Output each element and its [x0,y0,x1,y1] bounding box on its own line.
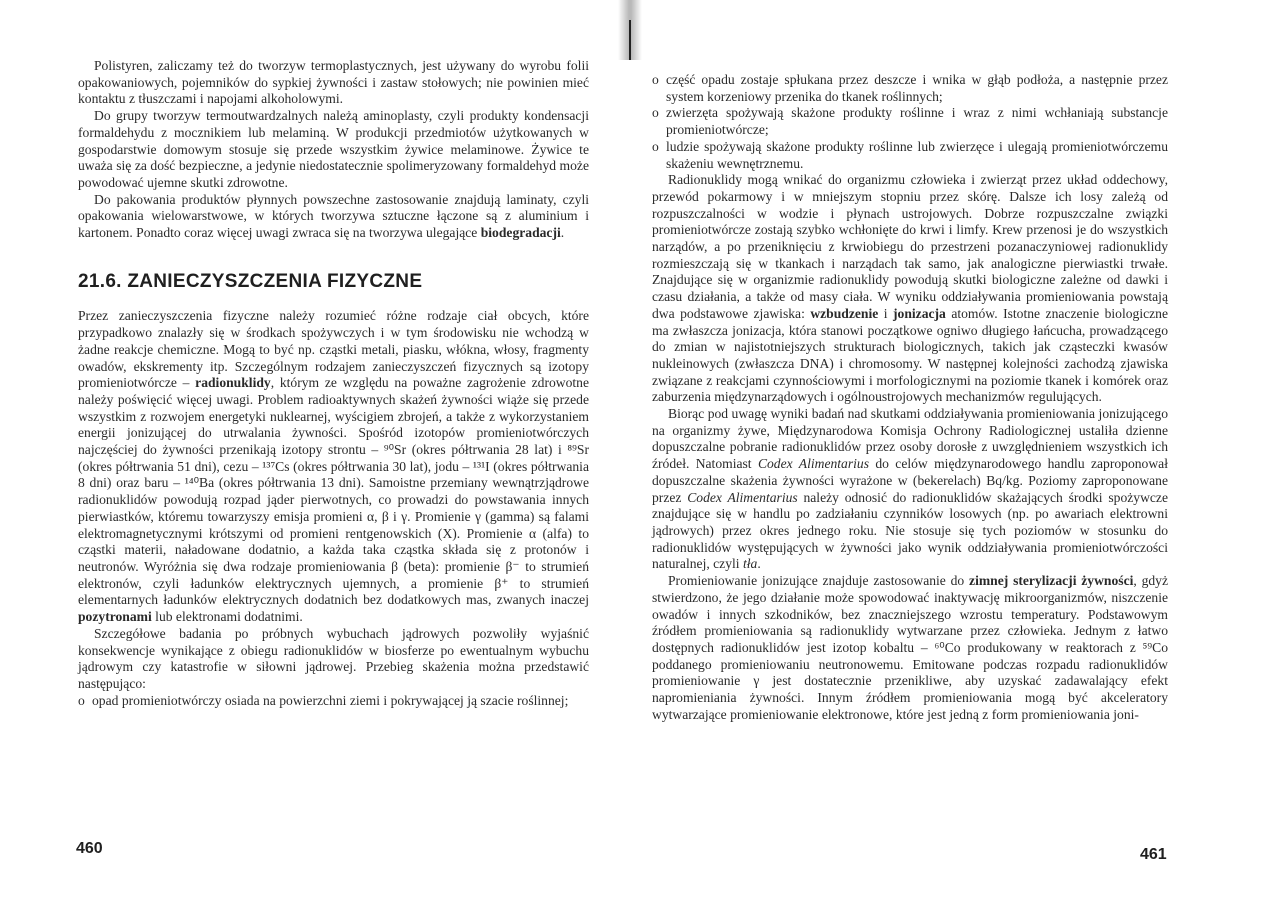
left-page [78,58,589,709]
paragraph: Do pakowania produktów płynnych powszechne zastosowanie znajdują laminaty, czyli opakowania wielowarstwowe, w których tworzywa sztuczne łączone są z aluminium i kartonem. Ponadto coraz więcej uwagi zwraca się na tworzywa ulegające biodegradacji. [78,191,589,241]
paragraph: Promieniowanie jonizujące znajduje zastosowanie do zimnej sterylizacji żywności, gdyż stwierdzono, że jego działanie może spowodować inaktywację mikroorganizmów, niszczenie owadów i innych szkodników, bez znaczniejszego wzrostu temperatury. Podstawowym źródłem promieniowania są radionuklidy wytwarzane przez człowieka. Jednym z łatwo dostępnych radionuklidów jest izotop kobaltu – ⁶⁰Co produkowany w reaktorach z ⁵⁹Co poddanego promieniowaniu neutronowemu. Emitowane podczas rozpadu radionuklidów promieniowanie γ jest dostatecznie przenikliwe, aby uzyskać zadawalający efekt napromieniania żywności. Innym źródłem promieniowania mogą być akceleratory wytwarzające promieniowanie elektronowe, które jest jedną z form promieniowania joni- [652,573,1168,722]
paragraph: Polistyren, zaliczamy też do tworzyw termoplastycznych, jest używany do wyrobu folii opakowaniowych, pojemników do sypkiej żywności i zastaw stołowych; nie powinien mieć kontaktu z tłuszczami i napojami alkoholowymi. [78,58,589,107]
bullet-list [652,72,1168,172]
paragraph: Radionuklidy mogą wnikać do organizmu człowieka i zwierząt przez układ oddechowy, przewód pokarmowy i w mniejszym stopniu przez skórę. Dalsze ich losy zależą od rozpuszczalności w wodzie i płynach ustrojowych. Dobrze rozpuszczalne związki promieniotwórcze zostają szybko wchłonięte do krwi i limfy. Krew przenosi je do wszystkich narządów, a po przeniknięciu z krwiobiegu do przestrzeni pozanaczyniowej radionuklidy rozmieszczają się w tkankach i narządach tak samo, jak analogiczne pierwiastki trwałe. Znajdujące się w organizmie radionuklidy powodują skutki biologiczne zależne od dawki i czasu działania, a także od masy ciała. W wyniku oddziaływania promieniowania powstają dwa podstawowe zjawiska: wzbudzenie i jonizacja atomów. Istotne znaczenie biologiczne ma zwłaszcza jonizacja, która stanowi początkowe ogniwo długiego łańcucha, prowadzącego do zmian w najistotniejszych strukturach biologicznych, takich jak cząsteczki kwasów nukleinowych (zwłaszcza DNA) i chromosomy. W następnej kolejności zachodzą zjawiska związane z reakcjami czynnościowymi i morfologicznymi na poziomie tkanek i komórek oraz zaburzenia międzynarządowych i ogólnoustrojowych mechanizmów regulujących. [652,172,1168,405]
right-page [652,72,1168,723]
list-item: o opad promieniotwórczy osiada na powierzchni ziemi i pokrywającej ją szacie roślinnej; [78,693,589,710]
binding-mark [629,20,631,60]
section-heading: 21.6. ZANIECZYSZCZENIA FIZYCZNE [78,270,423,292]
list-item: o ludzie spożywają skażone produkty roślinne lub zwierzęce i ulegają promieniotwórczemu skażeniu wewnętrznemu. [652,139,1168,172]
page-number: 461 [1140,846,1167,863]
paragraph: Szczegółowe badania po próbnych wybuchach jądrowych pozwoliły wyjaśnić konsekwencje wynikające z obiegu radionuklidów w biosferze po ewentualnym wybuchu jądrowym czy katastrofie w siłowni jądrowej. Przebieg skażenia można przedstawić następująco: [78,625,589,691]
bullet-list [78,693,589,710]
page-number: 460 [76,840,103,857]
list-item: o część opadu zostaje spłukana przez deszcze i wnika w głąb podłoża, a następnie przez system korzeniowy przenika do tkanek roślinnych; [652,72,1168,105]
paragraph: Przez zanieczyszczenia fizyczne należy rozumieć różne rodzaje ciał obcych, które przypadkowo znalazły się w środkach spożywczych i w tym środowisku nie wchodzą w żadne reakcje chemiczne. Mogą to być np. cząstki metali, piasku, włókna, włosy, fragmenty owadów, ekskrementy itp. Szczególnym rodzajem zanieczyszczeń fizycznych są izotopy promieniotwórcze – radionuklidy, którym ze względu na poważne zagrożenie zdrowotne należy poświęcić więcej uwagi. Problem radioaktywnych skażeń żywności wiąże się przede wszystkim z rozwojem energetyki nuklearnej, wyścigiem zbrojeń, a także z wykorzystaniem energii jonizującej do utrwalania żywności. Spośród izotopów promieniotwórczych najczęściej do żywności przenikają izotopy strontu – ⁹⁰Sr (okres półtrwania 28 lat) i ⁸⁹Sr (okres półtrwania 51 dni), cezu – ¹³⁷Cs (okres półtrwania 30 lat), jodu – ¹³¹I (okres półtrwania 8 dni) oraz baru – ¹⁴⁰Ba (okres półtrwania 13 dni). Samoistne przemiany wewnątrzjądrowe radionuklidów powodują rozpad jąder pierwotnych, co prowadzi do powstawania innych pierwiastków, któremu towarzyszy emisja promieni α, β i γ. Promienie γ (gamma) są falami elektromagnetycznymi krótszymi od promieni rentgenowskich (X). Promienie α (alfa) to cząstki materii, naładowane dodatnio, a każda taka cząstka składa się z protonów i neutronów. Wyróżnia się dwa rodzaje promieniowania β (beta): promienie β⁻ to strumień elektronów, czyli ładunków elektrycznych ujemnych, a promienie β⁺ to strumień elementarnych ładunków elektrycznych dodatnich bez dodatkowych mas, zwanych inaczej pozytronami lub elektronami dodatnimi. [78,308,589,625]
list-item: o zwierzęta spożywają skażone produkty roślinne i wraz z nimi wchłaniają substancje promieniotwórcze; [652,105,1168,138]
paragraph: Biorąc pod uwagę wyniki badań nad skutkami oddziaływania promieniowania jonizującego na organizmy żywe, Międzynarodowa Komisja Ochrony Radiologicznej ustaliła dzienne dopuszczalne pobranie radionuklidów przez osoby dorosłe z uwzględnieniem wszystkich ich źródeł. Natomiast Codex Alimentarius do celów międzynarodowego handlu zaproponował dopuszczalne skażenia żywności wyrażone w (bekerelach) Bq/kg. Poziomy zaproponowane przez Codex Alimentarius należy odnosić do radionuklidów skażających środki spożywcze znajdujące się w handlu po zadziałaniu czynników losowych (np. po awariach elektrowni jądrowych) przez okres jednego roku. Nie stosuje się tych poziomów w stosunku do radionuklidów występujących w żywności jako wynik oddziaływania promieniotwórczości naturalnej, czyli tła. [652,406,1168,572]
paragraph: Do grupy tworzyw termoutwardzalnych należą aminoplasty, czyli produkty kondensacji formaldehydu z mocznikiem lub melaminą. W produkcji przedmiotów użytkowanych w gospodarstwie domowym stosuje się przede wszystkim żywice melaminowe. Żywice te uważa się za dość bezpieczne, a jedynie niedostatecznie spolimeryzowany formaldehyd może powodować ujemne skutki zdrowotne. [78,108,589,190]
